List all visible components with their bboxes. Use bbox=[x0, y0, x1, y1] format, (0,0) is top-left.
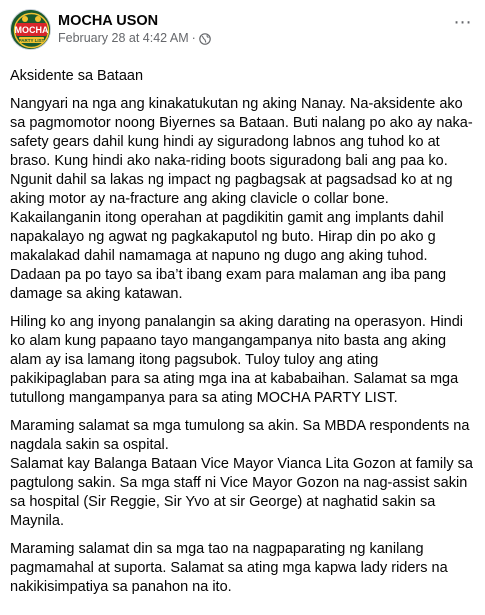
avatar-logo-subtext: PARTY LIST bbox=[18, 38, 45, 43]
more-options-icon: ⋯ bbox=[453, 12, 473, 32]
post-timestamp[interactable]: February 28 at 4:42 AM bbox=[58, 31, 189, 45]
party-logo-icon bbox=[11, 10, 51, 50]
more-options-button[interactable] bbox=[453, 12, 473, 32]
post-paragraph: Hiling ko ang inyong panalangin sa aking darating na operasyon. Hindi ko alam kung papaano tayo mangangampanya nito basta ang aking alam ay isa lamang itong pagsubok. Tuloy tuloy ang ating pakikipaglaban para sa ating mga ina at kababaihan. Salamat sa mga tutullong mangampanya para sa ating MOCHA PARTY LIST. bbox=[10, 314, 464, 406]
post-paragraph: Maraming salamat sa mga tumulong sa akin. Sa MBDA respondents na nagdala sakin sa ospital. Salamat kay Balanga Bataan Vice Mayor Vianca Lita Gozon at family sa pagtulong sakin. Sa mga staff ni Vice Mayor Gozon na nag-assist sakin sa hospital (Sir Reggie, Sir Yvo at sir George) at naghatid sakin sa Maynila. bbox=[10, 418, 473, 529]
avatar[interactable] bbox=[10, 9, 51, 50]
post-meta bbox=[58, 9, 211, 47]
post-body bbox=[10, 67, 475, 597]
separator-dot: · bbox=[191, 31, 196, 45]
post-paragraph: Maraming salamat din sa mga tao na nagpaparating ng kanilang pagmamahal at suporta. Salamat sa ating mga kapwa lady riders na nakikisimpatiya sa panahon na ito. bbox=[10, 541, 448, 595]
avatar-logo-text: MOCHA bbox=[14, 25, 49, 35]
post-paragraph: Aksidente sa Bataan bbox=[10, 68, 144, 84]
globe-icon[interactable] bbox=[199, 33, 211, 45]
post-header bbox=[10, 9, 475, 61]
post-subline bbox=[58, 30, 211, 47]
post-paragraph: Nangyari na nga ang kinakatukutan ng aking Nanay. Na-aksidente ako sa pagmomotor noong Biyernes sa Bataan. Buti nalang po ako ay naka-safety gears dahil kung hindi ay siguradong labnos ang tuhod ko at braso. Kung hindi ako naka-riding boots siguradong bali ang paa ko. Ngunit dahil sa lakas ng impact ng pagbagsak at pagsadsad ko at ng aking motor ay na-fracture ang aking clavicle o collar bone. Kakailanganin itong operahan at pagdikitin gamit ang implants dahil napakalayo ng agwat ng pagkakaputol ng buto. Hirap din po ako g makalakad dahil namamaga at napuno ng dugo ang aking tuhod. Dadaan pa po tayo sa iba’t ibang exam para malaman ang iba pang damage sa aking katawan. bbox=[10, 96, 473, 302]
author-name[interactable]: MOCHA USON bbox=[58, 13, 159, 29]
